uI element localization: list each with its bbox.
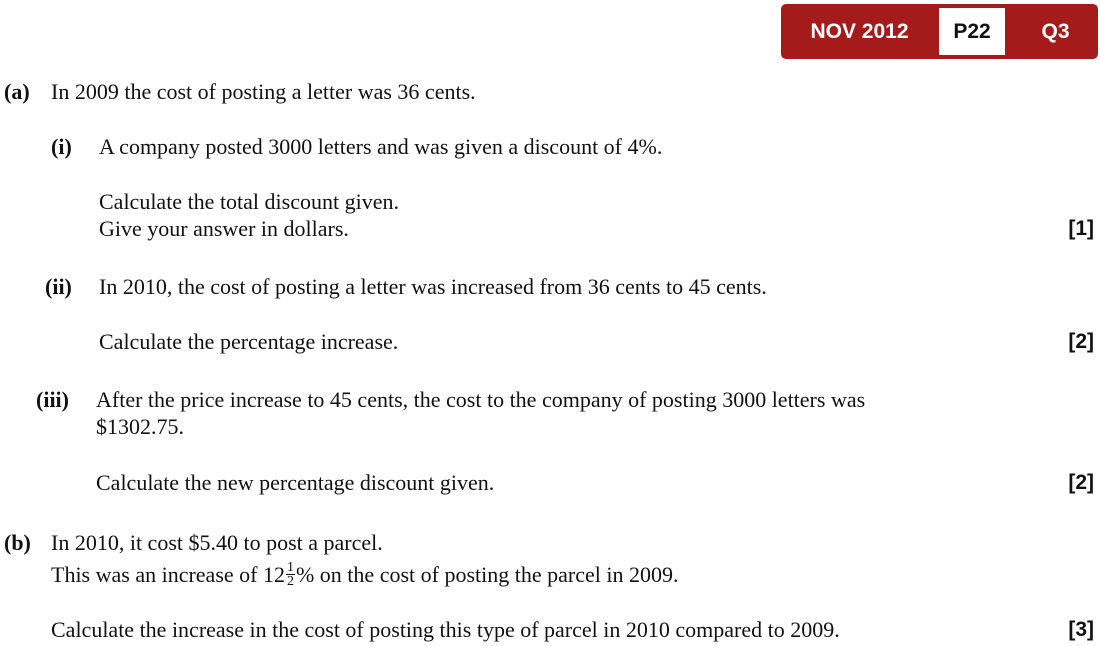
question-reference-badge bbox=[781, 4, 1098, 59]
part-a-i-marks: [1] bbox=[1068, 217, 1094, 240]
part-b-task: Calculate the increase in the cost of posting this type of parcel in 2010 compared to 2009. bbox=[51, 617, 840, 642]
part-b-label: (b) bbox=[4, 530, 31, 555]
fraction-numerator: 1 bbox=[286, 560, 294, 576]
session-label: NOV 2012 bbox=[810, 20, 909, 43]
part-a-iii-task: Calculate the new percentage discount given. bbox=[96, 470, 495, 495]
part-a-ii-label: (ii) bbox=[45, 274, 72, 299]
paper-label: P22 bbox=[939, 8, 1005, 55]
part-a-iii-text-line1: After the price increase to 45 cents, the cost to the company of posting 3000 letters was bbox=[96, 387, 866, 412]
part-a-iii-label: (iii) bbox=[36, 387, 69, 412]
fraction-denominator: 2 bbox=[286, 574, 294, 590]
part-a-ii-task: Calculate the percentage increase. bbox=[99, 329, 399, 354]
question-number-label: Q3 bbox=[1041, 20, 1070, 43]
part-a-intro: In 2009 the cost of posting a letter was 36 cents. bbox=[51, 79, 476, 104]
part-b-line2-after: % on the cost of posting the parcel in 2009. bbox=[295, 562, 679, 587]
half-fraction bbox=[286, 561, 295, 588]
part-a-iii-marks: [2] bbox=[1068, 471, 1094, 494]
part-a-iii-text-line2: $1302.75. bbox=[96, 414, 184, 439]
part-b-marks: [3] bbox=[1068, 618, 1094, 641]
part-a-ii-text: In 2010, the cost of posting a letter was increased from 36 cents to 45 cents. bbox=[99, 274, 767, 299]
part-a-i-label: (i) bbox=[51, 134, 72, 159]
part-a-label: (a) bbox=[4, 79, 30, 104]
part-a-ii-marks: [2] bbox=[1068, 330, 1094, 353]
part-a-i-task-line2: Give your answer in dollars. bbox=[99, 216, 349, 241]
part-b-line2-before: This was an increase of 12 bbox=[51, 562, 285, 587]
part-b-line1: In 2010, it cost $5.40 to post a parcel. bbox=[51, 530, 383, 555]
part-a-i-task-line1: Calculate the total discount given. bbox=[99, 189, 399, 214]
part-b-line2 bbox=[51, 562, 678, 590]
part-a-i-text: A company posted 3000 letters and was given a discount of 4%. bbox=[99, 134, 663, 159]
